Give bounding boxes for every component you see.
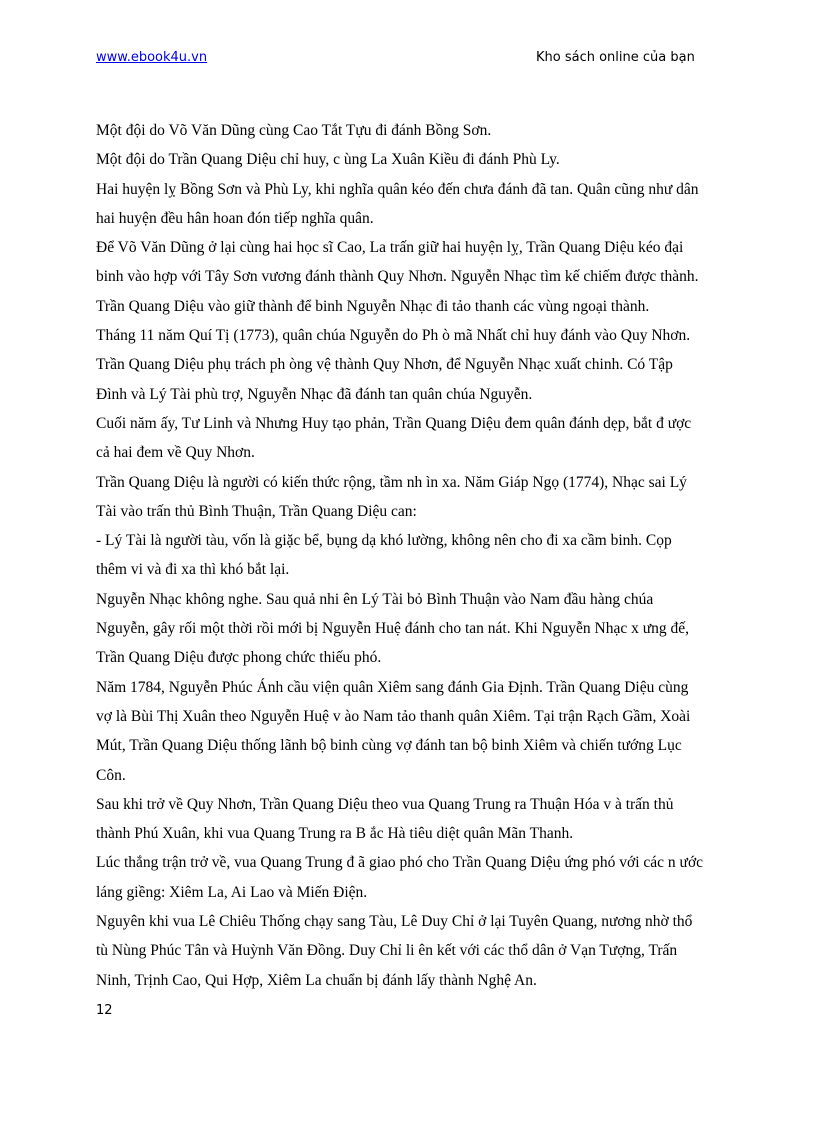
text-line: binh vào hợp với Tây Sơn vương đánh thành Quy Nhơn. Nguyễn Nhạc tìm kế chiếm được thành. xyxy=(96,268,699,286)
text-line: Tài vào trấn thủ Bình Thuận, Trần Quang Diệu can: xyxy=(96,502,417,520)
text-line: thêm vi và đi xa thì khó bắt lại. xyxy=(96,561,290,579)
text-line: Ninh, Trịnh Cao, Qui Hợp, Xiêm La chuẩn bị đánh lấy thành Nghệ An. xyxy=(96,971,537,989)
text-line: Tháng 11 năm Quí Tị (1773), quân chúa Nguyễn do Ph ò mã Nhất chỉ huy đánh vào Quy Nhơn. xyxy=(96,327,691,345)
text-line: Cuối năm ấy, Tư Linh và Nhưng Huy tạo phản, Trần Quang Diệu đem quân đánh dẹp, bắt đ ược xyxy=(96,414,692,432)
text-line: Mút, Trần Quang Diệu thống lãnh bộ binh cùng vợ đánh tan bộ binh Xiêm và chiến tướng Lục xyxy=(96,737,682,755)
text-line: tù Nùng Phúc Tân và Huỳnh Văn Đồng. Duy Chỉ li ên kết với các thổ dân ở Vạn Tượng, Trấn xyxy=(96,942,678,960)
text-line: Hai huyện lỵ Bồng Sơn và Phù Ly, khi nghĩa quân kéo đến chưa đánh đã tan. Quân cũng như dân xyxy=(96,180,699,198)
text-line: Một đội do Trần Quang Diệu chỉ huy, c ùng La Xuân Kiều đi đánh Phù Ly. xyxy=(96,151,560,169)
text-line: Nguyễn Nhạc không nghe. Sau quả nhi ên Lý Tài bỏ Bình Thuận vào Nam đầu hàng chúa xyxy=(96,590,654,608)
text-line: láng giềng: Xiêm La, Ai Lao và Miến Điện. xyxy=(96,883,368,901)
text-line: hai huyện đều hân hoan đón tiếp nghĩa quân. xyxy=(96,209,374,227)
page-number: 12 xyxy=(96,1003,113,1018)
header-tagline: Kho sách online của bạn xyxy=(536,50,695,65)
text-line: Trần Quang Diệu phụ trách ph òng vệ thành Quy Nhơn, để Nguyễn Nhạc xuất chinh. Có Tập xyxy=(96,356,673,374)
site-link[interactable]: www.ebook4u.vn xyxy=(96,50,208,65)
text-line: cả hai đem về Quy Nhơn. xyxy=(96,444,255,462)
text-line: Côn. xyxy=(96,766,126,784)
text-line: Nguyên khi vua Lê Chiêu Thống chạy sang Tàu, Lê Duy Chỉ ở lại Tuyên Quang, nương nhờ thổ xyxy=(96,913,693,931)
text-line: Để Võ Văn Dũng ở lại cùng hai học sĩ Cao, La trấn giữ hai huyện lỵ, Trần Quang Diệu kéo đại xyxy=(96,239,684,257)
text-line: vợ là Bùi Thị Xuân theo Nguyễn Huệ v ào Nam tảo thanh quân Xiêm. Tại trận Rạch Gầm, Xoài xyxy=(96,707,691,725)
text-line: Lúc thắng trận trở về, vua Quang Trung đ ã giao phó cho Trần Quang Diệu ứng phó với các n ước xyxy=(96,854,704,872)
text-line: - Lý Tài là người tàu, vốn là giặc bể, bụng dạ khó lường, không nên cho đi xa cầm binh. Cọp xyxy=(96,532,672,550)
text-line: Trần Quang Diệu vào giữ thành để binh Nguyễn Nhạc đi tảo thanh các vùng ngoại thành. xyxy=(96,297,650,315)
text-line: Trần Quang Diệu là người có kiến thức rộng, tầm nh ìn xa. Năm Giáp Ngọ (1774), Nhạc sai Lý xyxy=(96,473,687,491)
text-line: Trần Quang Diệu được phong chức thiếu phó. xyxy=(96,649,382,667)
text-line: Nguyễn, gây rối một thời rồi mới bị Nguyễn Huệ đánh cho tan nát. Khi Nguyễn Nhạc x ưng đế, xyxy=(96,620,690,638)
body-text xyxy=(96,116,726,995)
text-line: Sau khi trở về Quy Nhơn, Trần Quang Diệu theo vua Quang Trung ra Thuận Hóa v à trấn thủ xyxy=(96,795,674,813)
page-header xyxy=(96,50,720,70)
text-line: Năm 1784, Nguyễn Phúc Ánh cầu viện quân Xiêm sang đánh Gia Định. Trần Quang Diệu cùng xyxy=(96,678,689,696)
text-line: Một đội do Võ Văn Dũng cùng Cao Tắt Tựu đi đánh Bồng Sơn. xyxy=(96,122,492,139)
text-line: thành Phú Xuân, khi vua Quang Trung ra B ắc Hà tiêu diệt quân Mãn Thanh. xyxy=(96,825,574,843)
text-line: Đình và Lý Tài phù trợ, Nguyễn Nhạc đã đánh tan quân chúa Nguyễn. xyxy=(96,385,533,403)
